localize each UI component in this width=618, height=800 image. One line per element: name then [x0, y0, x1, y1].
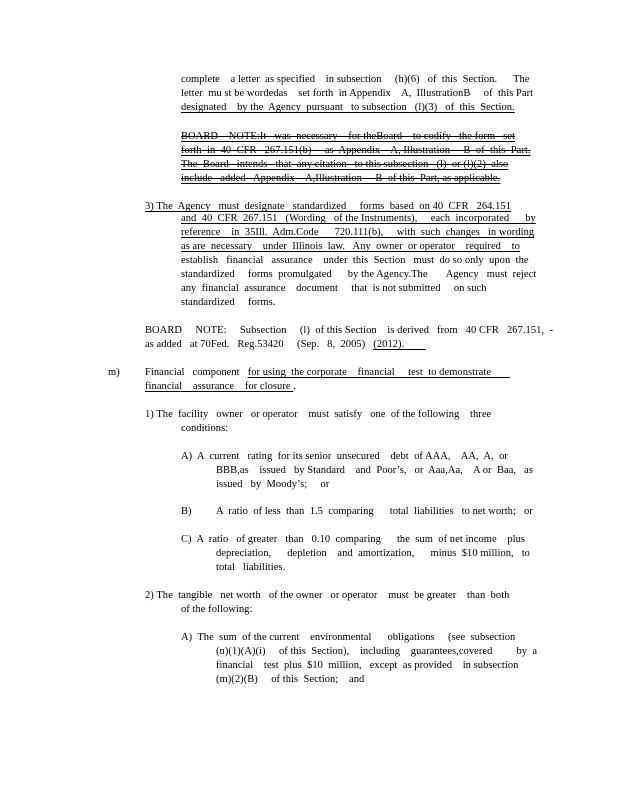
board-note-2-line-1: BOARD NOTE: Subsection (l) of this Section is derived from 40 CFR 267.151, -	[145, 325, 554, 336]
item-m-period: .	[293, 381, 296, 392]
item-m-line-1	[145, 366, 510, 379]
item-m-line-2	[145, 380, 296, 393]
item-l3-line-5: establish financial assurance under this Section must do so only upon the	[181, 255, 529, 266]
item-m-heading-added-2: financial assurance for closure	[145, 381, 291, 392]
item-l3-line-3: reference in 35Ill. Adm.Code 720.111(b), with such changes in wording	[181, 227, 535, 238]
item-m-heading-added: for using the corporate financial test to demonstrate	[247, 367, 492, 378]
board-note-1-line-3: The Board intends that any citation to this subsection (l) or (l)(2) also	[181, 159, 509, 170]
item-m2a-line-3: financial test plus $10 million, except as provided in subsection	[216, 660, 519, 671]
item-m1a-line-1: A) A current rating for its senior unsecured debt of AAA, AA, A, or	[181, 451, 508, 462]
item-m1c-line-2: depreciation, depletion and amortization, minus $10 million, to	[216, 548, 530, 559]
top-para-line-2: letter mu st be wordedas set forth in Appendix A, IllustrationB of this Part	[181, 88, 534, 99]
top-para-line-3: designated by the Agency pursuant to subsection (l)(3) of this Section.	[181, 102, 515, 113]
item-l3-line-8: standardized forms.	[181, 297, 276, 308]
item-m2a-line-1: A) The sum of the current environmental obligations (see subsection	[181, 632, 516, 643]
board-note-2-year: (2012).	[373, 339, 405, 350]
board-note-1-line-4: include added Appendix A,Illustration B of this Part, as applicable.	[181, 173, 501, 184]
item-m1-line-2: conditions:	[181, 423, 229, 434]
board-note-2-line-2	[145, 338, 426, 351]
item-l3-line-4: as are necessary under Illinois law. Any owner or operator required to	[181, 241, 520, 252]
item-l3-line-6: standardized forms promulgated by the Agency.The Agency must reject	[181, 269, 537, 280]
board-note-1-line-1: BOARD NOTE:It was necessary for theBoard to codify the form set	[181, 131, 516, 142]
item-l3-line-2: and 40 CFR 267.151 (Wording of the Instruments), each incorporated by	[181, 213, 536, 224]
item-m-heading: Financial component	[145, 367, 240, 378]
item-m2a-line-4: (m)(2)(B) of this Section; and	[216, 674, 365, 685]
item-l3-line-1: 3) The Agency must designate standardized forms based on 40 CFR 264.151	[145, 201, 512, 212]
item-m1c-line-1: C) A ratio of greater than 0.10 comparing the sum of net income plus	[181, 534, 526, 545]
board-note-1-line-2: forth in 40 CFR 267.151(b) as Appendix A, Illustration B of this Part.	[181, 145, 531, 156]
item-m1b-label: B)	[181, 506, 192, 517]
item-m1a-line-3: issued by Moody’s; or	[216, 479, 330, 490]
top-para-line-1: complete a letter as specified in subsection (h)(6) of this Section. The	[181, 74, 530, 85]
item-m-label: m)	[108, 367, 120, 378]
item-m2a-line-2: (n)(1)(A)(i) of this Section), including guarantees,covered by a	[216, 646, 538, 657]
item-m1-line-1: 1) The facility owner or operator must satisfy one of the following three	[145, 409, 492, 420]
item-m1a-line-2: BBB,as issued by Standard and Poor’s, or Aaa,Aa, A or Baa, as	[216, 465, 533, 476]
item-m1b-line-1: A ratio of less than 1.5 comparing total liabilities to net worth; or	[216, 506, 533, 517]
item-m2-line-2: of the following:	[181, 604, 253, 615]
item-m2-line-1: 2) The tangible net worth of the owner or operator must be greater than both	[145, 590, 510, 601]
item-m1c-line-3: total liabilities.	[216, 562, 286, 573]
board-note-2-text: as added at 70Fed. Reg.53420 (Sep. 8, 2005)	[145, 339, 366, 350]
item-l3-line-7: any financial assurance document that is not submitted on such	[181, 283, 487, 294]
